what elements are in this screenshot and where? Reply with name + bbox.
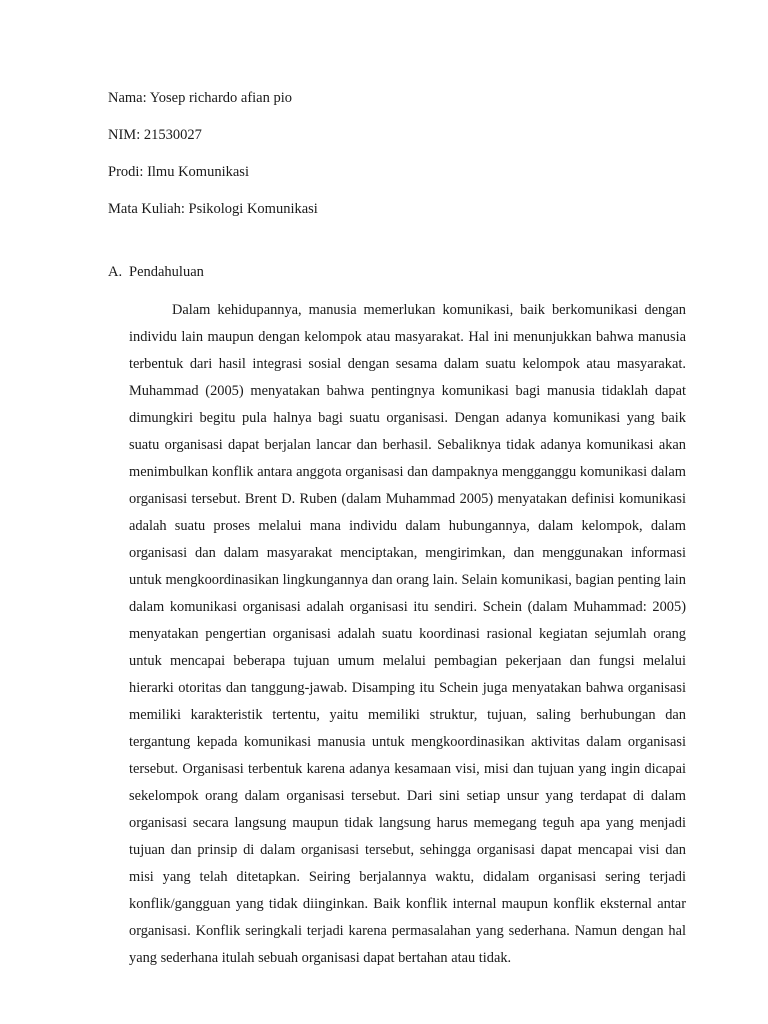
section-letter: A. — [108, 264, 123, 280]
section-heading — [108, 263, 204, 281]
body-paragraph: Dalam kehidupannya, manusia memerlukan komunikasi, baik berkomunikasi dengan individu lain maupun dengan kelompok atau masyarakat. Hal ini menunjukkan bahwa manusia terbentuk dari hasil integrasi sosial dengan sesama dalam suatu kelompok atau masyarakat. Muhammad (2005) menyatakan bahwa pentingnya komunikasi bagi manusia tidaklah dapat dimungkiri begitu pula halnya bagi suatu organisasi. Dengan adanya komunikasi yang baik suatu organisasi dapat berjalan lancar dan berhasil. Sebaliknya tidak adanya komunikasi akan menimbulkan konflik antara anggota organisasi dan dampaknya mengganggu komunikasi dalam organisasi tersebut. Brent D. Ruben (dalam Muhammad 2005) menyatakan definisi komunikasi adalah suatu proses melalui mana individu dalam hubungannya, dalam kelompok, dalam organisasi dan dalam masyarakat menciptakan, mengirimkan, dan menggunakan informasi untuk mengkoordinasikan lingkungannya dan orang lain. Selain komunikasi, bagian penting lain dalam komunikasi organisasi adalah organisasi itu sendiri. Schein (dalam Muhammad: 2005) menyatakan pengertian organisasi adalah suatu koordinasi rasional kegiatan sejumlah orang untuk mencapai beberapa tujuan umum melalui pembagian pekerjaan dan fungsi melalui hierarki otoritas dan tanggung-jawab. Disamping itu Schein juga menyatakan bahwa organisasi memiliki karakteristik tertentu, yaitu memiliki struktur, tujuan, saling berhubungan dan tergantung kepada komunikasi manusia untuk mengkoordinasikan aktivitas dalam organisasi tersebut. Organisasi terbentuk karena adanya kesamaan visi, misi dan tujuan yang ingin dicapai sekelompok orang dalam organisasi tersebut. Dari sini setiap unsur yang terdapat di dalam organisasi secara langsung maupun tidak langsung harus memegang teguh apa yang menjadi tujuan dan prinsip di dalam organisasi tersebut, sehingga organisasi dapat mencapai visi dan misi yang telah ditetapkan. Seiring berjalannya waktu, didalam organisasi sering terjadi konflik/gangguan yang tidak diinginkan. Baik konflik internal maupun konflik eksternal antar organisasi. Konflik seringkali terjadi karena permasalahan yang sederhana. Namun dengan hal yang sederhana itulah sebuah organisasi dapat bertahan atau tidak. — [129, 302, 686, 966]
course-name: Mata Kuliah: Psikologi Komunikasi — [108, 201, 318, 217]
student-nim: NIM: 21530027 — [108, 127, 202, 143]
student-name: Nama: Yosep richardo afian pio — [108, 90, 293, 106]
study-program: Prodi: Ilmu Komunikasi — [108, 164, 249, 180]
section-title: Pendahuluan — [129, 264, 204, 280]
